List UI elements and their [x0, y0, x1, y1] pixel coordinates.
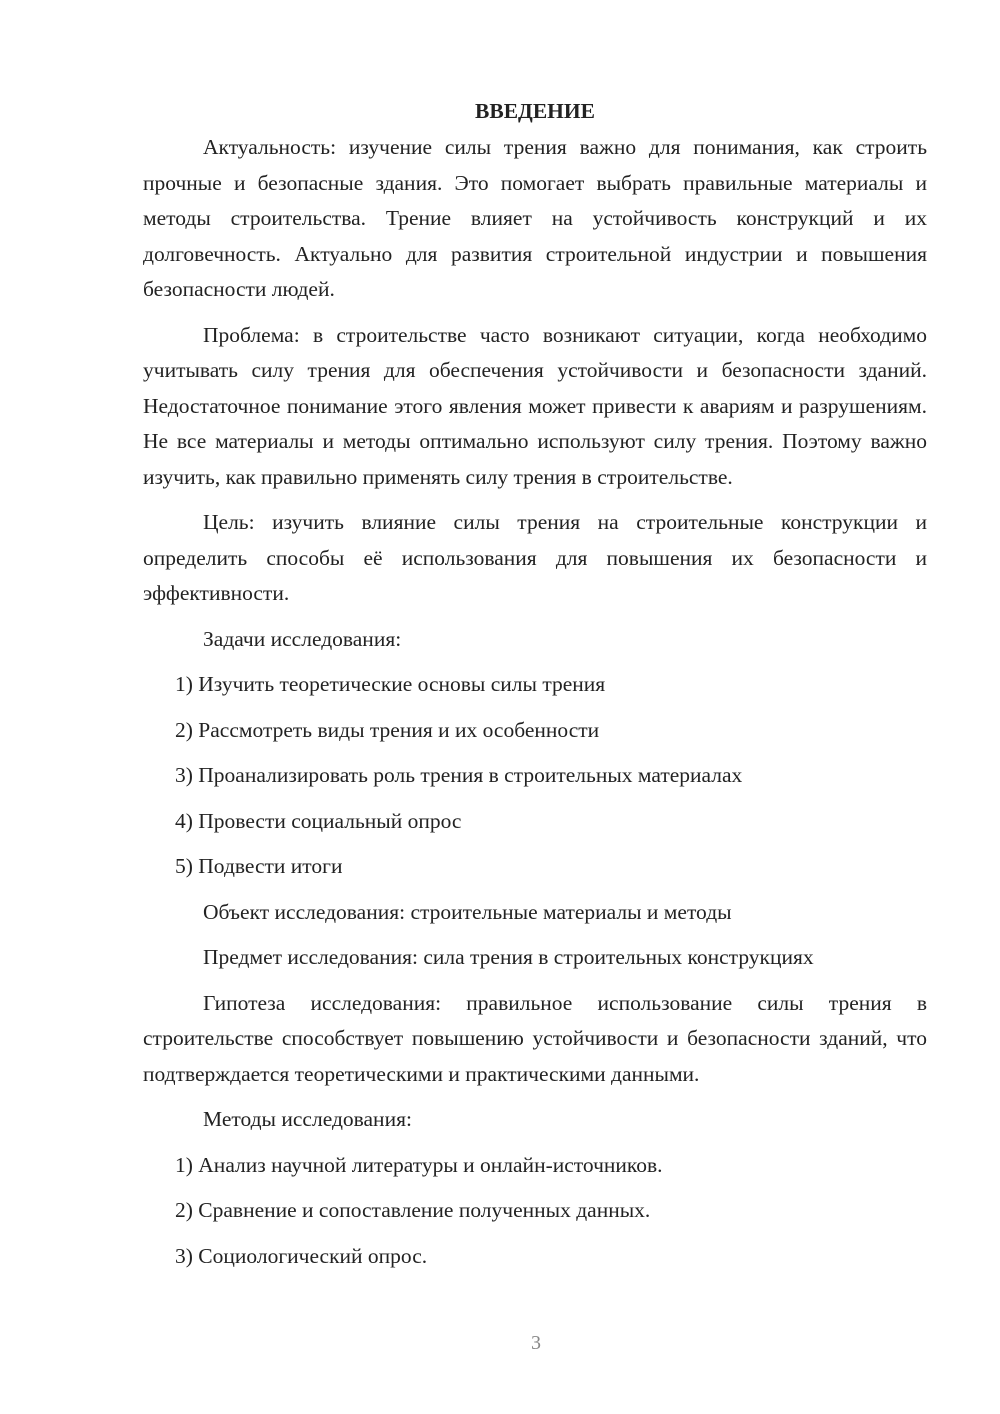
list-item: 1) Изучить теоретические основы силы трения	[175, 672, 606, 696]
list-item: 4) Провести социальный опрос	[175, 808, 462, 833]
hypothesis-paragraph: Гипотеза исследования: правильное использование силы трения в строительстве способствует повышению устойчивости и безопасности зданий, что подтверждается теоретическими и практическими данными.	[143, 990, 927, 1086]
list-item: 1) Анализ научной литературы и онлайн-источников.	[175, 1152, 663, 1177]
subject-line: Предмет исследования: сила трения в строительных конструкциях	[203, 945, 814, 969]
list-item: 2) Рассмотреть виды трения и их особенности	[175, 717, 600, 742]
problem-paragraph: Проблема: в строительстве часто возникают ситуации, когда необходимо учитывать силу трения для обеспечения устойчивости и безопасности зданий. Недостаточное понимание этого явления может привести к авариям и разрушениям. Не все материалы и методы оптимально используют силу трения. Поэтому важно изучить, как правильно применять силу трения в строительстве.	[143, 322, 927, 489]
tasks-list	[143, 667, 927, 895]
list-item: 5) Подвести итоги	[175, 854, 343, 878]
list-item: 3) Проанализировать роль трения в строительных материалах	[175, 763, 743, 787]
relevance-paragraph: Актуальность: изучение силы трения важно для понимания, как строить прочные и безопасные здания. Это помогает выбрать правильные материалы и методы строительства. Трение влияет на устойчивость конструкций и их долговечность. Актуально для развития строительной индустрии и повышения безопасности людей.	[143, 135, 927, 301]
list-item: 3) Социологический опрос.	[175, 1243, 428, 1268]
methods-heading: Методы исследования:	[203, 1107, 412, 1131]
section-title: ВВЕДЕНИЕ	[475, 99, 595, 123]
methods-list	[143, 1148, 927, 1275]
page-content	[143, 92, 927, 1274]
goal-paragraph: Цель: изучить влияние силы трения на строительные конструкции и определить способы её использования для повышения их безопасности и эффективности.	[143, 510, 927, 605]
object-line: Объект исследования: строительные материалы и методы	[203, 899, 732, 924]
page-number: 3	[531, 1332, 541, 1354]
tasks-heading: Задачи исследования:	[203, 626, 402, 651]
list-item: 2) Сравнение и сопоставление полученных данных.	[175, 1198, 651, 1222]
